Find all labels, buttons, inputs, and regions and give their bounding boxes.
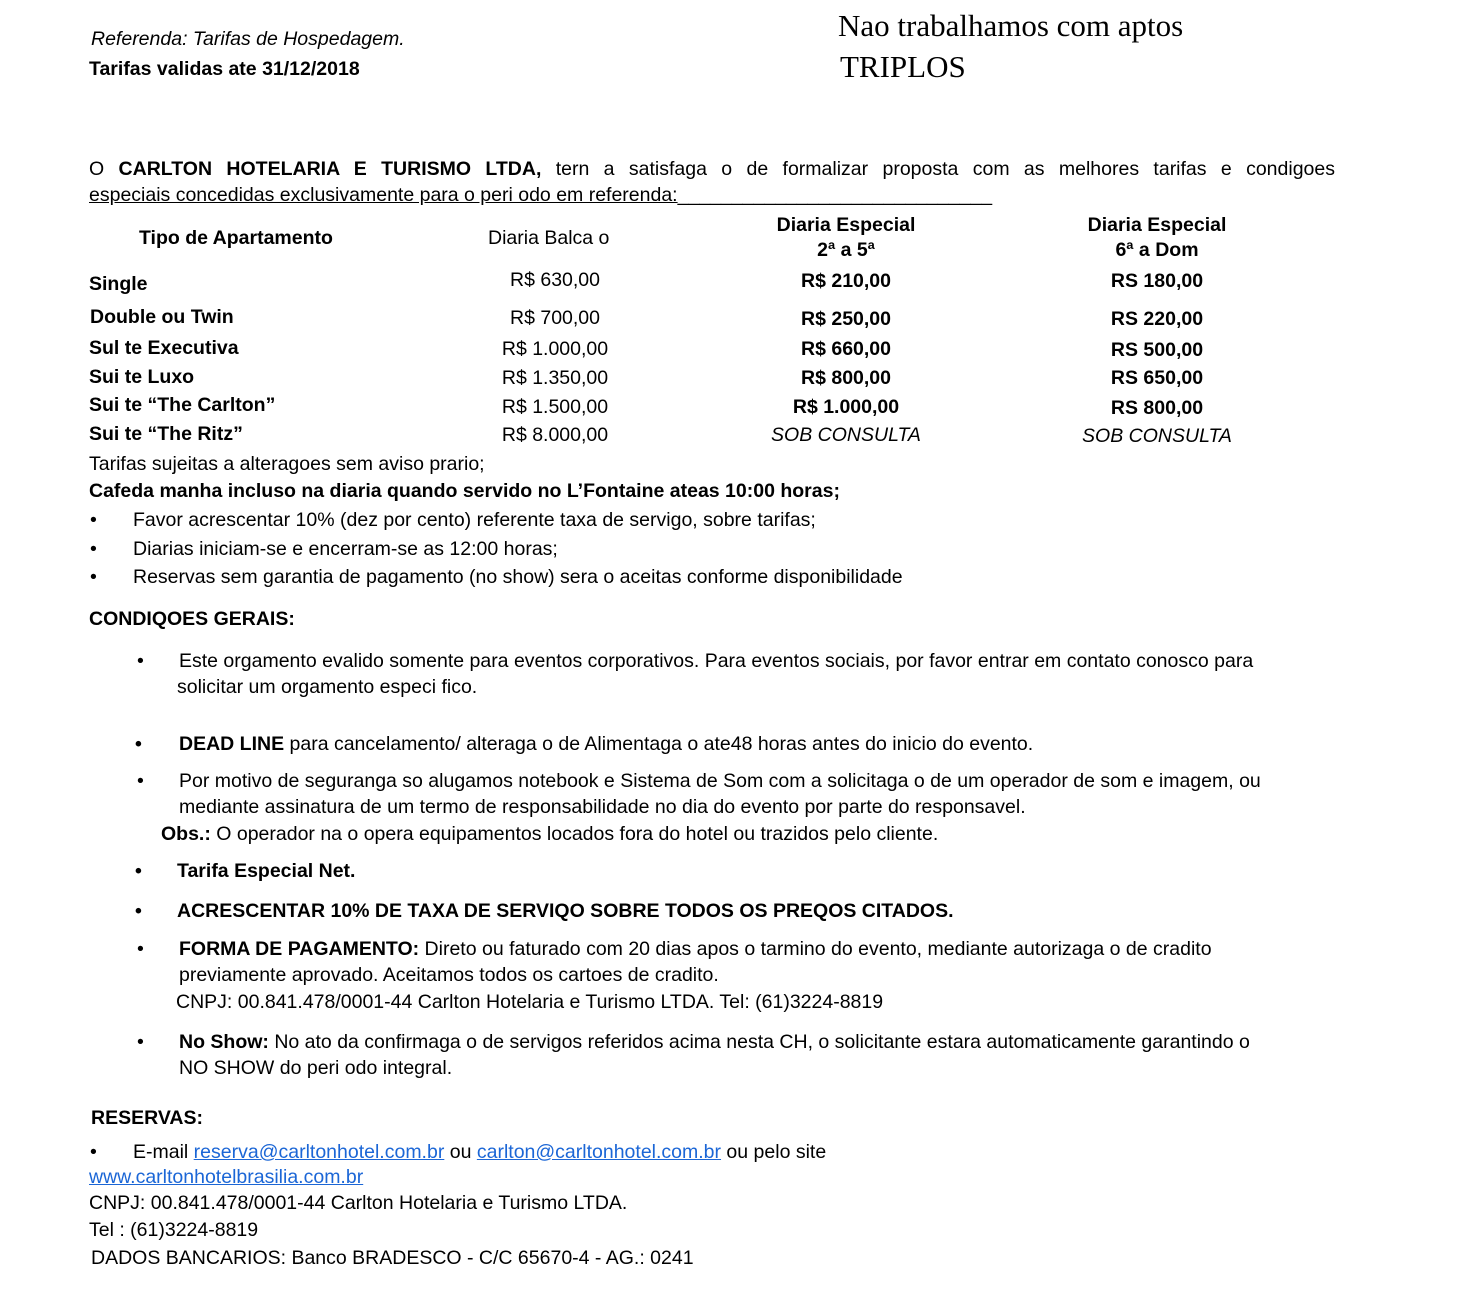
row-esp1: SOB CONSULTA xyxy=(771,424,921,446)
note-bullet-1: Favor acrescentar 10% (dez por cento) referente taxa de servigo, sobre tarifas; xyxy=(133,509,816,531)
validity-line: Tarifas validas ate 31/12/2018 xyxy=(89,58,360,80)
col-header-esp1 xyxy=(746,214,946,263)
condition-4: Tarifa Especial Net. xyxy=(177,860,356,882)
row-type: Sul te Executiva xyxy=(89,337,239,359)
bullet-icon: • xyxy=(90,1141,97,1163)
deadline-text: para cancelamento/ alteraga o de Alimentaga o ate48 horas antes do inicio do evento. xyxy=(284,733,1034,755)
handwritten-note-line2: TRIPLOS xyxy=(840,49,966,84)
row-esp2: RS 180,00 xyxy=(1110,270,1204,292)
noshow-text: No ato da confirmaga o de servigos referidos acima nesta CH, o solicitante estara automaticamente garantindo o xyxy=(268,1031,1250,1053)
condition-7-line1 xyxy=(179,1031,1250,1054)
email-or: ou xyxy=(444,1141,477,1163)
reservations-title: RESERVAS: xyxy=(91,1107,203,1129)
condition-3-line1: Por motivo de seguranga so alugamos notebook e Sistema de Som com a solicitaga o de um operador de som e imagem, ou xyxy=(179,770,1261,792)
note-breakfast: Cafeda manha incluso na diaria quando servido no L’Fontaine ateas 10:00 horas; xyxy=(89,480,840,502)
row-esp2: RS 650,00 xyxy=(1110,367,1204,389)
row-balcao: R$ 1.000,00 xyxy=(501,338,609,360)
intro-blank: _____________________________ xyxy=(677,184,993,206)
col-header-esp2 xyxy=(1057,214,1257,263)
row-type: Sui te “The Carlton” xyxy=(89,394,276,416)
row-esp1: R$ 660,00 xyxy=(801,338,891,360)
bullet-icon: • xyxy=(90,538,97,560)
row-esp2: SOB CONSULTA xyxy=(1082,425,1232,447)
deadline-label: DEAD LINE xyxy=(179,733,285,755)
col-header-balcao: Diaria Balca o xyxy=(488,227,610,249)
col-header-type: Tipo de Apartamento xyxy=(139,227,333,249)
bullet-icon: • xyxy=(90,566,97,588)
bullet-icon: • xyxy=(135,860,142,882)
condition-7-line2: NO SHOW do peri odo integral. xyxy=(179,1057,453,1079)
row-balcao: R$ 1.350,00 xyxy=(501,367,609,389)
bullet-icon: • xyxy=(137,1031,144,1053)
intro-line2-text: especiais concedidas exclusivamente para o peri odo em referenda: xyxy=(89,184,678,206)
payment-text: Direto ou faturado com 20 dias apos o tarmino do evento, mediante autorizaga o de cradito xyxy=(419,938,1212,960)
row-esp1: R$ 1.000,00 xyxy=(792,396,900,418)
condition-1-line1: Este orgamento evalido somente para eventos corporativos. Para eventos sociais, por favor entrar em contato conosco para xyxy=(179,650,1254,672)
row-type: Sui te “The Ritz” xyxy=(89,423,243,445)
col-header-esp1-line2: 2ª a 5ª xyxy=(817,239,875,262)
bullet-icon: • xyxy=(135,900,142,922)
col-header-esp1-line1: Diaria Especial xyxy=(776,214,916,236)
handwritten-note-line1: Nao trabalhamos com aptos xyxy=(838,8,1184,43)
col-header-esp2-line2: 6ª a Dom xyxy=(1115,239,1199,262)
company-name: CARLTON HOTELARIA E TURISMO LTDA, xyxy=(118,158,542,180)
bullet-icon: • xyxy=(135,733,142,755)
row-esp2: RS 800,00 xyxy=(1110,397,1204,419)
row-esp2: RS 500,00 xyxy=(1110,339,1204,361)
intro-line-2 xyxy=(89,184,992,207)
referenda-line: Referenda: Tarifas de Hospedagem. xyxy=(91,28,405,50)
bullet-icon: • xyxy=(137,650,144,672)
condition-obs xyxy=(161,823,938,846)
row-esp2: RS 220,00 xyxy=(1110,308,1204,330)
col-header-esp2-line1: Diaria Especial xyxy=(1087,214,1227,236)
payment-label: FORMA DE PAGAMENTO: xyxy=(179,938,420,960)
bullet-icon: • xyxy=(137,770,144,792)
email-link-carlton[interactable]: carlton@carltonhotel.com.br xyxy=(476,1141,722,1163)
row-balcao: R$ 8.000,00 xyxy=(501,424,609,446)
noshow-label: No Show: xyxy=(179,1031,269,1053)
obs-text: O operador na o opera equipamentos locados fora do hotel ou trazidos pelo cliente. xyxy=(210,823,939,845)
row-esp1: R$ 250,00 xyxy=(801,308,891,330)
row-esp1: R$ 800,00 xyxy=(801,367,891,389)
reservations-email-line xyxy=(133,1141,826,1164)
row-balcao: R$ 1.500,00 xyxy=(501,396,609,418)
condition-6-line2: previamente aprovado. Aceitamos todos os cartoes de cradito. xyxy=(179,964,719,986)
condition-6-line3: CNPJ: 00.841.478/0001-44 Carlton Hotelaria e Turismo LTDA. Tel: (61)3224-8819 xyxy=(176,991,884,1013)
obs-label: Obs.: xyxy=(161,823,211,845)
note-bullet-2: Diarias iniciam-se e encerram-se as 12:00 horas; xyxy=(133,538,558,560)
row-type: Single xyxy=(89,273,148,295)
row-balcao: R$ 700,00 xyxy=(510,307,600,329)
note-bullet-3: Reservas sem garantia de pagamento (no show) sera o aceitas conforme disponibilidade xyxy=(133,566,903,588)
row-balcao: R$ 630,00 xyxy=(510,269,600,291)
row-type: Double ou Twin xyxy=(90,306,234,328)
intro-prefix: O xyxy=(89,158,119,180)
note-subject-to-change: Tarifas sujeitas a alteragoes sem aviso prario; xyxy=(89,453,485,475)
row-esp1: R$ 210,00 xyxy=(801,270,891,292)
reservations-cnpj: CNPJ: 00.841.478/0001-44 Carlton Hotelaria e Turismo LTDA. xyxy=(89,1192,628,1214)
condition-1-line2: solicitar um orgamento especi fico. xyxy=(177,676,478,698)
reservations-tel: Tel : (61)3224-8819 xyxy=(89,1219,259,1241)
intro-line-1 xyxy=(89,158,1335,181)
condition-3-line2: mediante assinatura de um termo de responsabilidade no dia do evento por parte do responsavel. xyxy=(179,796,1026,818)
bullet-icon: • xyxy=(137,938,144,960)
condition-6-line1 xyxy=(179,938,1212,961)
email-link-reserva[interactable]: reserva@carltonhotel.com.br xyxy=(193,1141,445,1163)
row-type: Sui te Luxo xyxy=(89,366,195,388)
condition-2 xyxy=(179,733,1033,756)
intro-line1-rest: tern a satisfaga o de formalizar proposta com as melhores tarifas e condigoes xyxy=(541,158,1335,180)
email-prefix: E-mail xyxy=(133,1141,194,1163)
site-suffix: ou pelo site xyxy=(721,1141,827,1163)
bank-details: DADOS BANCARIOS: Banco BRADESCO - C/C 65670-4 - AG.: 0241 xyxy=(91,1247,694,1269)
condition-5: ACRESCENTAR 10% DE TAXA DE SERVIQO SOBRE TODOS OS PREQOS CITADOS. xyxy=(177,900,954,922)
conditions-title: CONDIQOES GERAIS: xyxy=(89,608,295,630)
bullet-icon: • xyxy=(90,509,97,531)
website-link[interactable]: www.carltonhotelbrasilia.com.br xyxy=(89,1166,364,1188)
